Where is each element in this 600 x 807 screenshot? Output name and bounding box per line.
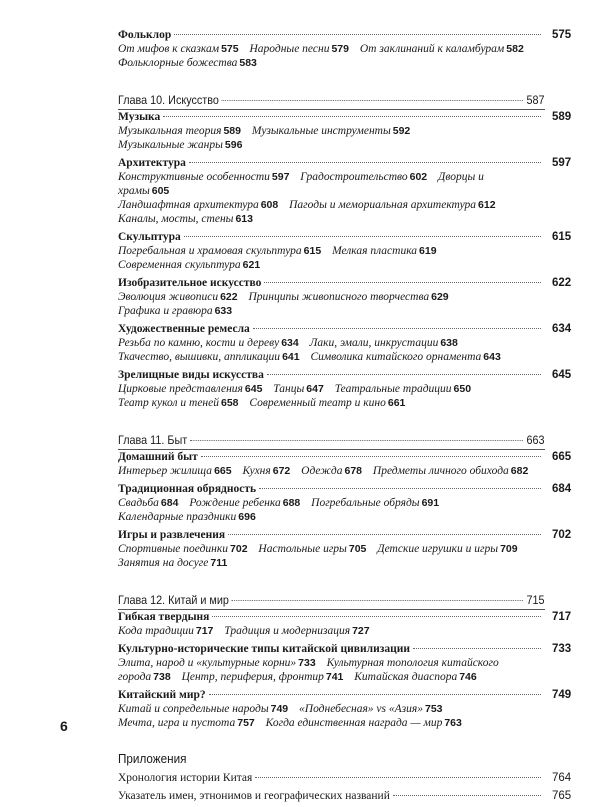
subsection-page: 753 [425, 703, 443, 715]
dot-leader [232, 600, 523, 601]
section-page: 597 [552, 157, 572, 169]
subsection-page: 641 [282, 351, 300, 363]
dot-leader [255, 777, 541, 778]
subsection-title: Музыкальные жанры [118, 139, 223, 151]
page-number: 6 [60, 718, 68, 734]
appendix-title: Указатель имен, этнонимов и географических названий [118, 790, 390, 802]
subsection-page: 633 [214, 305, 233, 317]
section-heading [118, 230, 572, 244]
chapter-page: 587 [526, 93, 545, 107]
subsection-title: Пагоды и мемориальная архитектура [289, 199, 477, 211]
section-heading [118, 688, 572, 702]
dot-leader [212, 616, 541, 617]
subsection-list [118, 244, 545, 272]
section-page: 702 [552, 529, 572, 541]
subsection-list [118, 336, 545, 364]
subsection-title: Ткачество, вышивки, аппликации [118, 351, 281, 363]
dot-leader [222, 100, 523, 101]
section-heading [118, 450, 572, 464]
subsection-page: 650 [453, 383, 472, 395]
subsection-page: 615 [303, 245, 322, 257]
subsection-list [118, 702, 545, 730]
subsection-page: 688 [282, 497, 301, 509]
subsection-page: 727 [352, 625, 370, 637]
subsection-title: Кода традиции [118, 625, 194, 637]
subsection-list [118, 124, 545, 152]
subsection-page: 612 [478, 199, 496, 211]
subsection-page: 621 [242, 259, 261, 271]
subsection-title: Музыкальные инструменты [251, 125, 391, 137]
dot-leader [228, 534, 541, 535]
subsection-page: 665 [214, 465, 232, 477]
appendix-item [118, 789, 572, 803]
subsection-page: 638 [440, 337, 458, 349]
subsection-title: Цирковые представления [118, 383, 243, 395]
subsection-page: 647 [306, 383, 324, 395]
subsection-page: 622 [220, 291, 238, 303]
chapter-12-heading [118, 593, 545, 607]
section-page: 684 [552, 483, 572, 495]
subsection-title: Фольклорные божества [118, 57, 238, 69]
subsection-title: Свадьба [118, 497, 159, 509]
section-title: Художественные ремесла [118, 323, 250, 335]
subsection-page: 678 [344, 465, 363, 477]
subsection-title: Современный театр и кино [249, 397, 386, 409]
chapter-page: 715 [526, 593, 545, 607]
subsection-page: 705 [348, 543, 367, 555]
subsection-title: Интерьер жилища [118, 465, 213, 477]
section-music [118, 110, 572, 152]
section-page: 634 [552, 323, 572, 335]
subsection-title: Когда единственная награда — мир [265, 717, 443, 729]
subsection-title: Предметы личного обихода [372, 465, 509, 477]
section-title: Фольклор [118, 29, 172, 41]
subsection-title: Мелкая пластика [332, 245, 418, 257]
subsection-title: Дворцы и храмы [118, 171, 484, 197]
dot-leader [201, 456, 541, 457]
section-page: 589 [552, 111, 572, 123]
dot-leader [163, 116, 541, 117]
subsection-page: 661 [387, 397, 406, 409]
subsection-title: Конструктивные особенности [118, 171, 270, 183]
subsection-title: Настольные игры [258, 543, 347, 555]
section-page: 645 [552, 369, 572, 381]
subsection-page: 691 [421, 497, 440, 509]
subsection-page: 605 [151, 185, 170, 197]
dot-leader [174, 34, 541, 35]
subsection-title: Символика китайского орнамента [310, 351, 482, 363]
subsection-list [118, 42, 545, 70]
chapter-11-heading [118, 433, 545, 447]
section-title: Китайский мир? [118, 689, 206, 701]
section-title: Изобразительное искусство [118, 277, 262, 289]
subsection-title: Китай и сопредельные народы [118, 703, 269, 715]
subsection-title: Лаки, эмали, инкрустации [309, 337, 439, 349]
subsection-page: 645 [244, 383, 263, 395]
subsection-title: Погребальная и храмовая скульптура [118, 245, 302, 257]
subsection-page: 619 [419, 245, 437, 257]
section-page: 665 [552, 451, 572, 463]
subsection-title: Градостроительство [300, 171, 408, 183]
subsection-page: 682 [510, 465, 529, 477]
dot-leader [264, 282, 541, 283]
section-heading [118, 482, 572, 496]
subsection-page: 717 [195, 625, 214, 637]
section-title: Музыка [118, 111, 161, 123]
appendix-title: Хронология истории Китая [118, 772, 253, 784]
section-page: 622 [552, 277, 572, 289]
subsection-page: 602 [409, 171, 428, 183]
subsection-list [118, 624, 545, 638]
subsection-page: 643 [483, 351, 501, 363]
subsection-list [118, 496, 545, 524]
subsection-list [118, 170, 545, 226]
subsection-title: Каналы, мосты, стены [118, 213, 234, 225]
subsection-title: Занятия на досуге [118, 557, 209, 569]
subsection-title: «Поднебесная» vs «Азия» [299, 703, 423, 715]
dot-leader [184, 236, 541, 237]
table-of-contents [118, 28, 572, 807]
subsection-title: Резьба по камню, кости и дереву [118, 337, 280, 349]
section-page: 733 [552, 643, 572, 655]
subsection-page: 608 [260, 199, 279, 211]
subsection-page: 696 [238, 511, 256, 523]
subsection-page: 757 [237, 717, 255, 729]
section-title: Зрелищные виды искусства [118, 369, 264, 381]
chapter-page: 663 [526, 433, 545, 447]
subsection-list [118, 290, 545, 318]
subsection-title: Календарные праздники [118, 511, 237, 523]
appendix-item [118, 771, 572, 785]
subsection-title: Элита, народ и «культурные корни» [118, 657, 297, 669]
section-heading [118, 528, 572, 542]
subsection-page: 749 [270, 703, 289, 715]
subsection-title: От заклинаний к каламбурам [359, 43, 505, 55]
subsection-page: 596 [224, 139, 243, 151]
subsection-page: 597 [271, 171, 290, 183]
dot-leader [267, 374, 541, 375]
subsection-page: 613 [235, 213, 253, 225]
section-home-life [118, 450, 572, 478]
section-games [118, 528, 572, 570]
subsection-title: Ландшафтная архитектура [118, 199, 259, 211]
section-title: Традиционная обрядность [118, 483, 257, 495]
subsection-list [118, 464, 545, 478]
subsection-title: Музыкальная теория [118, 125, 222, 137]
section-chinese-world [118, 688, 572, 730]
subsection-title: Китайская диаспора [354, 671, 458, 683]
section-page: 717 [552, 611, 572, 623]
subsection-page: 738 [153, 671, 171, 683]
section-heading [118, 110, 572, 124]
subsection-page: 741 [325, 671, 344, 683]
section-fine-arts [118, 276, 572, 318]
subsection-title: Погребальные обряды [311, 497, 420, 509]
chapter-10-heading [118, 93, 545, 107]
section-heading [118, 368, 572, 382]
chapter-title: Глава 12. Китай и мир [118, 593, 229, 607]
section-heading [118, 610, 572, 624]
subsection-title: Принципы живописного творчества [248, 291, 430, 303]
section-heading [118, 276, 572, 290]
subsection-page: 746 [459, 671, 477, 683]
subsection-page: 582 [506, 43, 524, 55]
section-rites [118, 482, 572, 524]
section-title: Архитектура [118, 157, 186, 169]
subsection-title: Спортивные поединки [118, 543, 229, 555]
appendix-page: 764 [552, 772, 572, 784]
subsection-page: 579 [331, 43, 349, 55]
subsection-title: Традиция и модернизация [224, 625, 351, 637]
subsection-page: 733 [298, 657, 316, 669]
section-architecture [118, 156, 572, 226]
subsection-page: 629 [431, 291, 449, 303]
dot-leader [259, 488, 541, 489]
subsection-title: Детские игрушки и игры [377, 543, 499, 555]
dot-leader [393, 795, 541, 796]
subsection-title: Культурная топология китайского города [118, 657, 499, 683]
appendix-heading: Приложения [118, 751, 187, 766]
subsection-title: Графика и гравюра [118, 305, 213, 317]
section-flexible-stronghold [118, 610, 572, 638]
subsection-title: От мифов к сказкам [118, 43, 220, 55]
section-sculpture [118, 230, 572, 272]
section-heading [118, 28, 572, 42]
section-heading [118, 322, 572, 336]
subsection-title: Театральные традиции [334, 383, 452, 395]
section-heading [118, 156, 572, 170]
subsection-page: 702 [230, 543, 248, 555]
dot-leader [190, 440, 523, 441]
section-title: Гибкая твердыня [118, 611, 210, 623]
section-page: 615 [552, 231, 572, 243]
subsection-page: 763 [444, 717, 462, 729]
section-civilization-types [118, 642, 572, 684]
section-page: 749 [552, 689, 572, 701]
subsection-page: 711 [210, 557, 228, 569]
dot-leader [209, 694, 541, 695]
dot-leader [253, 328, 541, 329]
section-title: Домашний быт [118, 451, 198, 463]
dot-leader [413, 648, 541, 649]
subsection-list [118, 542, 545, 570]
subsection-title: Танцы [273, 383, 305, 395]
subsection-title: Современная скульптура [118, 259, 241, 271]
subsection-page: 709 [500, 543, 518, 555]
appendix-page: 765 [552, 790, 572, 802]
subsection-title: Театр кукол и теней [118, 397, 219, 409]
subsection-title: Эволюция живописи [118, 291, 219, 303]
subsection-page: 589 [223, 125, 241, 137]
subsection-page: 672 [272, 465, 291, 477]
subsection-title: Одежда [301, 465, 343, 477]
section-title: Игры и развлечения [118, 529, 226, 541]
subsection-page: 592 [392, 125, 411, 137]
section-title: Культурно-исторические типы китайской цивилизации [118, 643, 410, 655]
dot-leader [189, 162, 541, 163]
subsection-page: 583 [239, 57, 257, 69]
subsection-page: 684 [160, 497, 179, 509]
section-heading [118, 642, 572, 656]
section-page: 575 [552, 29, 572, 41]
chapter-title: Глава 11. Быт [118, 433, 188, 447]
subsection-page: 634 [281, 337, 299, 349]
section-crafts [118, 322, 572, 364]
subsection-title: Народные песни [249, 43, 330, 55]
subsection-page: 575 [221, 43, 239, 55]
section-spectacle [118, 368, 572, 410]
subsection-title: Мечта, игра и пустота [118, 717, 236, 729]
subsection-page: 658 [220, 397, 239, 409]
subsection-title: Рождение ребенка [189, 497, 281, 509]
section-folklore [118, 28, 572, 70]
subsection-title: Кухня [242, 465, 271, 477]
section-title: Скульптура [118, 231, 181, 243]
subsection-title: Центр, периферия, фронтир [181, 671, 324, 683]
subsection-list [118, 382, 545, 410]
chapter-title: Глава 10. Искусство [118, 93, 219, 107]
subsection-list [118, 656, 545, 684]
